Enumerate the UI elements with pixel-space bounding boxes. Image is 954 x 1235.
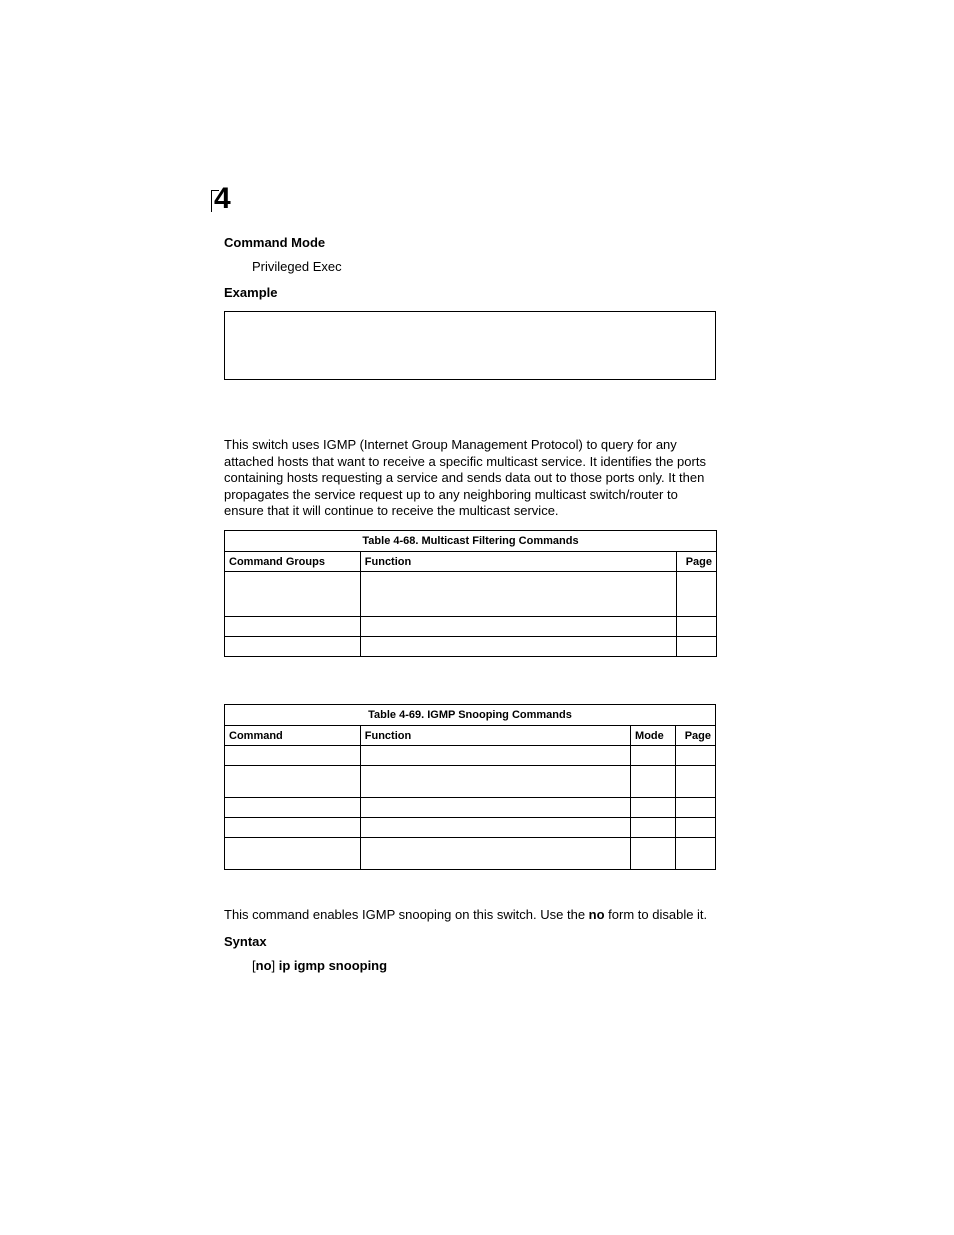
table-cell: [676, 838, 716, 870]
table-cell: [631, 838, 676, 870]
table-69-header-command: Command: [225, 726, 361, 746]
example-code-box: [224, 311, 716, 380]
intro-paragraph: This switch uses IGMP (Internet Group Management Protocol) to query for any attached hosts that want to receive a specific multicast service. It identifies the ports containing hosts requesting a service and sends data out to those ports only. It then propagates the service request up to any neighboring multicast switch/router to ensure that it will continue to receive the multicast service.: [224, 437, 706, 518]
table-cell: [631, 746, 676, 766]
table-cell: [676, 766, 716, 798]
table-cell: [631, 798, 676, 818]
table-row: [225, 637, 717, 657]
table-cell: [360, 572, 676, 617]
igmp-snooping-table: [224, 704, 716, 870]
table-cell: [225, 798, 361, 818]
multicast-filtering-table: [224, 530, 717, 657]
table-69-header-function: Function: [360, 726, 630, 746]
table-cell: [360, 838, 630, 870]
table-cell: [360, 818, 630, 838]
syntax-no-keyword: no: [255, 958, 272, 973]
syntax-open-bracket: [: [252, 958, 256, 973]
table-row: [225, 798, 716, 818]
syntax-heading: Syntax: [224, 934, 267, 949]
table-cell: [225, 746, 361, 766]
table-69-header-page: Page: [676, 726, 716, 746]
table-row: [225, 838, 716, 870]
table-69-caption: Table 4-69. IGMP Snooping Commands: [225, 705, 716, 726]
table-68-caption: Table 4-68. Multicast Filtering Commands: [225, 531, 717, 552]
table-cell: [676, 746, 716, 766]
syntax-line: [252, 958, 387, 975]
table-68-header-function: Function: [360, 552, 676, 572]
snooping-description: [224, 907, 707, 924]
table-row: [225, 572, 717, 617]
syntax-command: ip igmp snooping: [278, 958, 388, 973]
table-row: [225, 818, 716, 838]
table-cell: [360, 617, 676, 637]
table-cell: [676, 798, 716, 818]
table-cell: [360, 746, 630, 766]
table-cell: [676, 818, 716, 838]
table-cell: [225, 637, 361, 657]
table-cell: [360, 798, 630, 818]
snooping-description-after: form to disable it.: [604, 907, 708, 922]
table-cell: [225, 818, 361, 838]
table-cell: [225, 838, 361, 870]
table-row: [225, 617, 717, 637]
table-69-header-row: [225, 726, 716, 746]
chapter-number: 4: [214, 182, 231, 215]
table-cell: [631, 766, 676, 798]
table-row: [225, 766, 716, 798]
example-heading: Example: [224, 285, 278, 300]
table-69-header-mode: Mode: [631, 726, 676, 746]
table-cell: [631, 818, 676, 838]
table-cell: [225, 617, 361, 637]
table-cell: [677, 617, 717, 637]
table-cell: [225, 766, 361, 798]
syntax-close-bracket: ]: [271, 958, 279, 973]
table-68-header-row: [225, 552, 717, 572]
table-row: [225, 746, 716, 766]
table-cell: [677, 572, 717, 617]
table-cell: [225, 572, 361, 617]
command-mode-value: Privileged Exec: [252, 259, 342, 274]
chapter-marker-bar: [211, 190, 212, 212]
table-68-header-command-groups: Command Groups: [225, 552, 361, 572]
table-cell: [360, 766, 630, 798]
table-68-header-page: Page: [677, 552, 717, 572]
table-cell: [360, 637, 676, 657]
snooping-description-before: This command enables IGMP snooping on this switch. Use the: [224, 907, 589, 922]
chapter-marker: [211, 182, 241, 215]
snooping-description-no: no: [588, 907, 605, 922]
command-mode-heading: Command Mode: [224, 235, 326, 250]
table-cell: [677, 637, 717, 657]
